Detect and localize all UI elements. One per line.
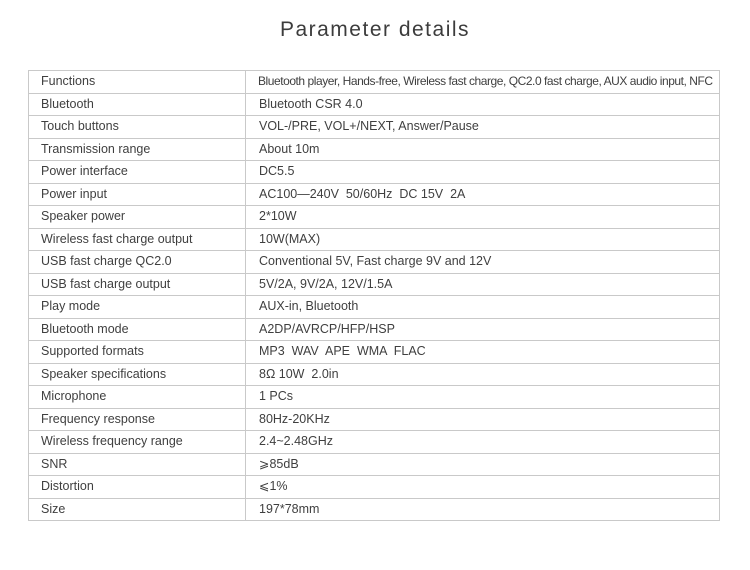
param-value: AUX-in, Bluetooth (246, 296, 720, 319)
parameter-table (28, 70, 720, 521)
param-label: Transmission range (29, 138, 246, 161)
table-row (29, 408, 720, 431)
parameter-table-body (29, 71, 720, 521)
param-value: ⩽1% (246, 476, 720, 499)
param-label: USB fast charge output (29, 273, 246, 296)
param-label: Power input (29, 183, 246, 206)
param-value: 2.4~2.48GHz (246, 431, 720, 454)
param-label: Frequency response (29, 408, 246, 431)
table-row (29, 318, 720, 341)
param-label: Supported formats (29, 341, 246, 364)
param-value: VOL-/PRE, VOL+/NEXT, Answer/Pause (246, 116, 720, 139)
param-label: Wireless frequency range (29, 431, 246, 454)
page-title: Parameter details (279, 18, 471, 41)
table-row (29, 138, 720, 161)
table-row (29, 161, 720, 184)
param-label: Bluetooth (29, 93, 246, 116)
param-value: 197*78mm (246, 498, 720, 521)
table-row (29, 116, 720, 139)
table-row (29, 273, 720, 296)
table-row (29, 386, 720, 409)
param-label: Touch buttons (29, 116, 246, 139)
param-value: 8Ω 10W 2.0in (246, 363, 720, 386)
table-row (29, 476, 720, 499)
table-row (29, 93, 720, 116)
table-row (29, 296, 720, 319)
table-row (29, 498, 720, 521)
param-value: Bluetooth CSR 4.0 (246, 93, 720, 116)
param-label: Functions (29, 71, 246, 94)
table-row (29, 453, 720, 476)
param-label: Microphone (29, 386, 246, 409)
table-row (29, 206, 720, 229)
param-value: MP3 WAV APE WMA FLAC (246, 341, 720, 364)
param-label: Bluetooth mode (29, 318, 246, 341)
param-value: About 10m (246, 138, 720, 161)
param-value: 80Hz-20KHz (246, 408, 720, 431)
param-label: Distortion (29, 476, 246, 499)
table-row (29, 228, 720, 251)
table-row (29, 341, 720, 364)
table-row (29, 431, 720, 454)
param-label: SNR (29, 453, 246, 476)
table-row (29, 71, 720, 94)
param-value: A2DP/AVRCP/HFP/HSP (246, 318, 720, 341)
table-row (29, 363, 720, 386)
param-value: Bluetooth player, Hands-free, Wireless fast charge, QC2.0 fast charge, AUX audio input, NFC (246, 71, 720, 94)
param-value: ⩾85dB (246, 453, 720, 476)
param-label: Size (29, 498, 246, 521)
param-label: Wireless fast charge output (29, 228, 246, 251)
param-label: Speaker specifications (29, 363, 246, 386)
param-label: Play mode (29, 296, 246, 319)
param-label: USB fast charge QC2.0 (29, 251, 246, 274)
table-row (29, 251, 720, 274)
param-value: AC100—240V 50/60Hz DC 15V 2A (246, 183, 720, 206)
table-row (29, 183, 720, 206)
param-label: Power interface (29, 161, 246, 184)
param-value: DC5.5 (246, 161, 720, 184)
param-value: 1 PCs (246, 386, 720, 409)
param-label: Speaker power (29, 206, 246, 229)
param-value: 2*10W (246, 206, 720, 229)
param-value: 10W(MAX) (246, 228, 720, 251)
param-value: Conventional 5V, Fast charge 9V and 12V (246, 251, 720, 274)
param-value: 5V/2A, 9V/2A, 12V/1.5A (246, 273, 720, 296)
